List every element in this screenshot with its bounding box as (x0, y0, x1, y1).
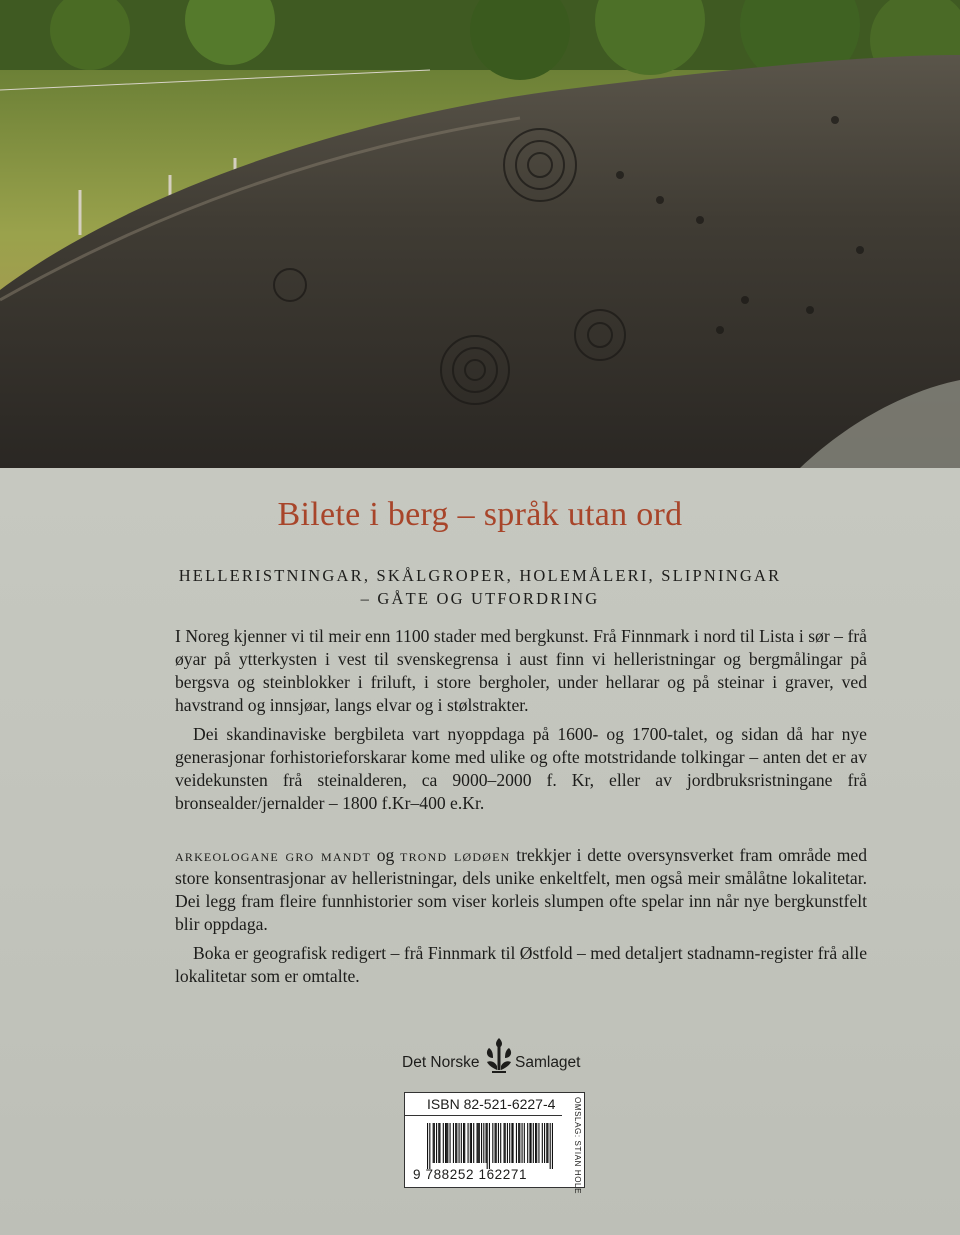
barcode-bar (477, 1123, 478, 1163)
barcode-bar (439, 1123, 440, 1163)
barcode-bar (486, 1123, 487, 1163)
barcode-bar (495, 1123, 496, 1163)
barcode-bar (505, 1123, 506, 1163)
barcode-bar (522, 1123, 523, 1163)
barcode-bar (507, 1123, 508, 1163)
cover-credit-box (562, 1092, 585, 1195)
barcode-bar (470, 1123, 471, 1163)
barcode-bar (547, 1123, 548, 1163)
barcode-bar (447, 1123, 448, 1163)
barcode-bar (542, 1123, 543, 1163)
barcode-bar (489, 1123, 490, 1169)
barcode-bar (468, 1123, 469, 1163)
author-1: arkeologane gro mandt (175, 846, 372, 865)
barcode-bar (533, 1123, 534, 1163)
subtitle-line-2: – GÅTE OG UTFORDRING (360, 589, 600, 608)
barcode-bar (473, 1123, 474, 1163)
barcode-bar (524, 1123, 525, 1163)
paragraph-3 (175, 844, 867, 936)
barcode-bar (527, 1123, 528, 1163)
barcode-bar (496, 1123, 497, 1163)
barcode-bar (456, 1123, 457, 1163)
barcode-bar (513, 1123, 514, 1163)
barcode-bar (546, 1123, 547, 1163)
barcode-bar (434, 1123, 435, 1163)
subtitle-line-1: HELLERISTNINGAR, SKÅLGROPER, HOLEMÅLERI, SLIPNINGAR (178, 566, 782, 585)
barcode-bar (429, 1123, 430, 1169)
barcode-bar (518, 1123, 519, 1163)
barcode-bar (433, 1123, 434, 1163)
author-join: og (371, 845, 401, 865)
barcode-bar (531, 1123, 532, 1163)
barcode-bar (481, 1123, 482, 1163)
isbn-barcode-box (404, 1092, 564, 1188)
publisher-name-right: Samlaget (515, 1054, 581, 1071)
barcode-bar (464, 1123, 465, 1163)
barcode-bar (443, 1123, 444, 1163)
barcode-bar (516, 1123, 517, 1163)
book-title: Bilete i berg – språk utan ord (277, 496, 683, 533)
barcode-bar (461, 1123, 462, 1163)
author-2: trond lødøen (400, 846, 511, 865)
barcode-bar (519, 1123, 520, 1163)
barcode-bar (535, 1123, 536, 1163)
paragraph-3-text: trekkjer i dette oversynsverket fram område med store konsentrasjonar av helleristningar, dels unike enkeltfelt, men også meir smålåtne lokalitetar. Dei legg fram fleire funnhistorier som viser korleis slumpen ofte spelar inn når nye bergkunstfelt blir oppdaga. (175, 845, 867, 934)
barcode-bar (438, 1123, 439, 1163)
paragraph-2: Dei skandinaviske bergbileta vart nyoppdaga på 1600- og 1700-talet, og sidan då har nye generasjonar forhistorieforskarar kome med ulike og ofte motstridande tolkingar – anten det er av veidekunsten frå steinalderen, ca 9000–2000 f. Kr, eller av jordbruksristningane frå bronsealder/jernalder – 1800 f.Kr–400 e.Kr. (175, 724, 867, 813)
barcode-bar (498, 1123, 499, 1163)
barcode-bar (544, 1123, 545, 1163)
barcode-bar (509, 1123, 510, 1163)
barcode-bar (471, 1123, 472, 1163)
barcode-bar (453, 1123, 454, 1163)
barcode-icon (427, 1123, 553, 1169)
barcode-bar (483, 1123, 484, 1163)
barcode-bar (427, 1123, 428, 1169)
barcode-bar (529, 1123, 530, 1163)
rock-carving-landscape-image (0, 0, 960, 468)
barcode-bar (550, 1123, 551, 1169)
paragraph-4: Boka er geografisk redigert – frå Finnmark til Østfold – med detaljert stadnamn-register frå alle lokalitetar som er omtalte. (175, 943, 867, 986)
barcode-bar (455, 1123, 456, 1163)
barcode-bar (459, 1123, 460, 1163)
barcode-bar (463, 1123, 464, 1163)
barcode-bar (446, 1123, 447, 1163)
barcode-bar (492, 1123, 493, 1163)
barcode-bar (511, 1123, 512, 1163)
paragraph-1: I Noreg kjenner vi til meir enn 1100 stader med bergkunst. Frå Finnmark i nord til Lista i sør – frå øyar på ytterkysten i vest til svenskegrensa i aust finn vi helleristningar og bergmålingar på bergsva og steinblokker i friluft, i store bergholer, under hellarar og på steinar i graver, ved havstrand og innsjøar, langs elvar og i stølstrakter. (175, 626, 867, 715)
barcode-bar (500, 1123, 501, 1163)
cover-credit: OMSLAG: STIAN HOLE (573, 1097, 582, 1195)
barcode-bar (479, 1123, 480, 1163)
isbn-divider (405, 1115, 563, 1116)
barcode-bar (552, 1123, 553, 1169)
publisher-logo (390, 1036, 590, 1084)
barcode-bar (538, 1123, 539, 1163)
barcode-number: 9 788252 162271 (413, 1167, 528, 1182)
barcode-bar (536, 1123, 537, 1163)
barcode-bar (450, 1123, 451, 1163)
barcode-bar (504, 1123, 505, 1163)
barcode-bar (445, 1123, 446, 1163)
barcode-bar (487, 1123, 488, 1169)
publisher-name-left: Det Norske (402, 1054, 480, 1071)
barcode-bar (478, 1123, 479, 1163)
samlaget-emblem-icon (483, 1036, 515, 1076)
barcode-bar (436, 1123, 437, 1163)
isbn-label: ISBN 82-521-6227-4 (427, 1096, 556, 1112)
cover-photo-rock-carvings (0, 0, 960, 468)
